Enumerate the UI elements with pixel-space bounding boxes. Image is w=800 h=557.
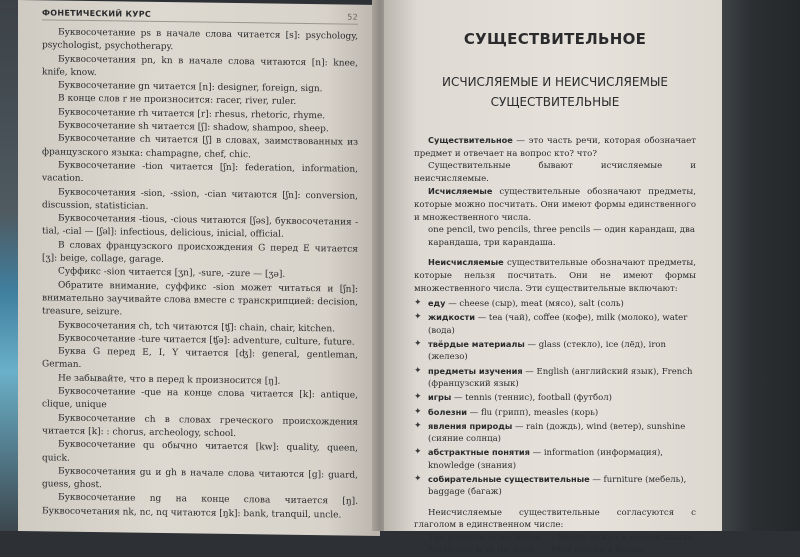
left-page: [18, 0, 380, 536]
list-item-text: — glass (стекло), ice (лёд), iron (железо): [428, 340, 667, 363]
rule-paragraph: Буквосочетания -tious, -cious читаются [ʃəs], буквосочетания -tial, -cial — [ʃəl]: infectious, delicious, inicial, official.: [42, 213, 358, 241]
list-item: [414, 406, 696, 419]
list-item-term: явления природы: [428, 420, 513, 431]
list-item-text: — rain (дождь), wind (ветер), sunshine (сияние солнца): [428, 421, 686, 445]
rule-paragraph: Буквосочетание ps в начале слова читается [s]: psychology, psychologist, psychotherapy.: [42, 27, 358, 53]
running-head: [42, 8, 358, 24]
book-cover-edge-right: [722, 0, 800, 531]
uncountable-list: [414, 297, 696, 498]
list-item-term: твёрдые материалы: [428, 339, 525, 350]
list-item-text: — cheese (сыр), meat (мясо), salt (соль): [445, 299, 624, 310]
rule-paragraph: Буквосочетание qu обычно читается [kw]: quality, queen, quick.: [42, 439, 358, 464]
chapter-title: СУЩЕСТВИТЕЛЬНОЕ: [463, 30, 647, 48]
rule-paragraph: Буквосочетание ch в словах греческого происхождения читается [k]: : chorus, archeology, school.: [42, 413, 358, 439]
list-item-term: собирательные существительные: [428, 473, 590, 484]
book-cover-edge-left: [0, 0, 20, 531]
list-item: [414, 365, 696, 391]
section-title-line1: ИСЧИСЛЯЕМЫЕ И НЕИСЧИСЛЯЕМЫЕ: [441, 75, 669, 89]
list-item-text: — tennis (теннис), football (футбол): [451, 393, 612, 404]
list-item-term: игры: [428, 392, 452, 403]
list-item-term: еду: [428, 298, 446, 309]
rule-paragraph: Буква G перед E, I, Y читается [ʤ]: general, gentleman, German.: [42, 346, 358, 371]
rule-paragraph: Буквосочетания ch, tch читаются [ʧ]: chain, chair, kitchen.: [58, 320, 335, 334]
list-item-term: болезни: [428, 406, 468, 417]
rule-paragraph: В словах французского происхождения G перед E читается [ʒ]: beige, collage, garage.: [42, 240, 358, 266]
list-item-text: — information (информация), knowledge (знания): [428, 448, 663, 471]
rule-paragraph: Буквосочетание rh читается [r]: rhesus, rhetoric, rhyme.: [58, 107, 326, 122]
countable-paragraph: [414, 185, 696, 224]
list-item: [414, 446, 696, 472]
rule-paragraph: В конце слов r не произносится: racer, river, ruler.: [58, 94, 297, 108]
list-item-term: абстрактные понятия: [428, 447, 530, 458]
list-item: [414, 338, 696, 364]
definition-text: — это часть речи, которая обозначает предмет и отвечает на вопрос кто? что?: [414, 136, 696, 159]
rule-paragraph: Суффикс -sion читается [ʒn], -sure, -zure — [ʒə].: [58, 266, 286, 281]
list-item-term: жидкости: [428, 312, 476, 323]
rule-paragraph: Буквосочетание -que на конце слова читается [k]: antique, clique, unique: [42, 386, 358, 411]
example-sentence: My money is in the bank. — Мои деньги в банке.: [428, 545, 645, 556]
rule-paragraph: Буквосочетания pn, kn в начале слова читаются [n]: knee, knife, know.: [42, 54, 358, 78]
list-item-term: предметы изучения: [428, 365, 523, 376]
rule-paragraph: Буквосочетание gn читается [n]: designer, foreign, sign.: [58, 80, 323, 95]
left-page-text: [42, 26, 358, 522]
list-item-text: — English (английский язык), French (французский язык): [428, 366, 693, 389]
list-item: [414, 420, 696, 446]
example-sentence: The butter is in the fridge. — Масло лежит в холодильнике.: [428, 532, 696, 543]
rule-paragraph: Буквосочетания -sion, -ssion, -cian читаются [ʃn]: conversion, discussion, statistician.: [42, 187, 358, 212]
section-title: [414, 72, 696, 112]
definition-paragraph: [414, 134, 696, 160]
page-number: 52: [347, 12, 358, 22]
rule-paragraph: Буквосочетание -ture читается [ʧə]: adventure, culture, future.: [58, 333, 355, 348]
right-page: [384, 0, 722, 556]
countable-term: Исчисляемые: [428, 186, 493, 197]
rule-paragraph: Обратите внимание, суффикс -sion может читаться и [ʃn]: внимательно заучивайте слова вместе с транскрипцией: decision, treasure, seizure.: [42, 280, 358, 318]
section-title-line2: СУЩЕСТВИТЕЛЬНЫЕ: [490, 95, 620, 109]
list-item: [414, 473, 696, 499]
rule-paragraph: Буквосочетание ng на конце слова читается [ŋ]. Буквосочетания nk, nc, nq читаются [ŋk]: bank, tranquil, uncle.: [42, 492, 358, 521]
rule-paragraph: Буквосочетание ch читается [ʃ] в словах, заимствованных из французского языка: champagne, chef, chic.: [42, 133, 358, 160]
agreement-paragraph: Неисчисляемые существительные согласуются с глаголом в единственном числе:: [414, 507, 696, 531]
rule-paragraph: Буквосочетания gu и gh в начале слова читаются [g]: guard, guess, ghost.: [42, 466, 358, 491]
list-item-text: — flu (грипп), measles (корь): [467, 407, 599, 418]
agreement-examples: [414, 532, 696, 557]
list-item-text: — furniture (мебель), baggage (багаж): [428, 474, 687, 498]
uncountable-term: Неисчисляемые: [428, 257, 504, 268]
countable-text: существительные обозначают предметы, которые можно посчитать. Они имеют формы единственного и множественного числа.: [414, 187, 696, 223]
rule-paragraph: Буквосочетание -tion читается [ʃn]: federation, information, vacation.: [42, 160, 358, 185]
uncountable-text: существительные обозначают предметы, которые нельзя посчитать. Они не имеют формы множественного числа. Эти существительные включают:: [414, 258, 696, 294]
uncountable-paragraph: [414, 256, 696, 295]
list-item: [414, 391, 696, 404]
countable-example: one pencil, two pencils, three pencils — один карандаш, два карандаша, три карандаша.: [428, 225, 695, 248]
running-head-title: ФОНЕТИЧЕСКИЙ КУРС: [42, 8, 152, 19]
list-item: [414, 311, 696, 337]
list-item-text: — tea (чай), coffee (кофе), milk (молоко), water (вода): [428, 313, 688, 336]
rule-paragraph: Не забывайте, что в перед k произносится [ŋ].: [58, 373, 281, 387]
list-item: [414, 297, 696, 310]
kinds-paragraph: Существительные бывают исчисляемые и неисчисляемые.: [414, 161, 696, 184]
definition-term: Существительное: [428, 135, 513, 145]
rule-paragraph: Буквосочетание sh читается [ʃ]: shadow, shampoo, sheep.: [58, 120, 329, 135]
